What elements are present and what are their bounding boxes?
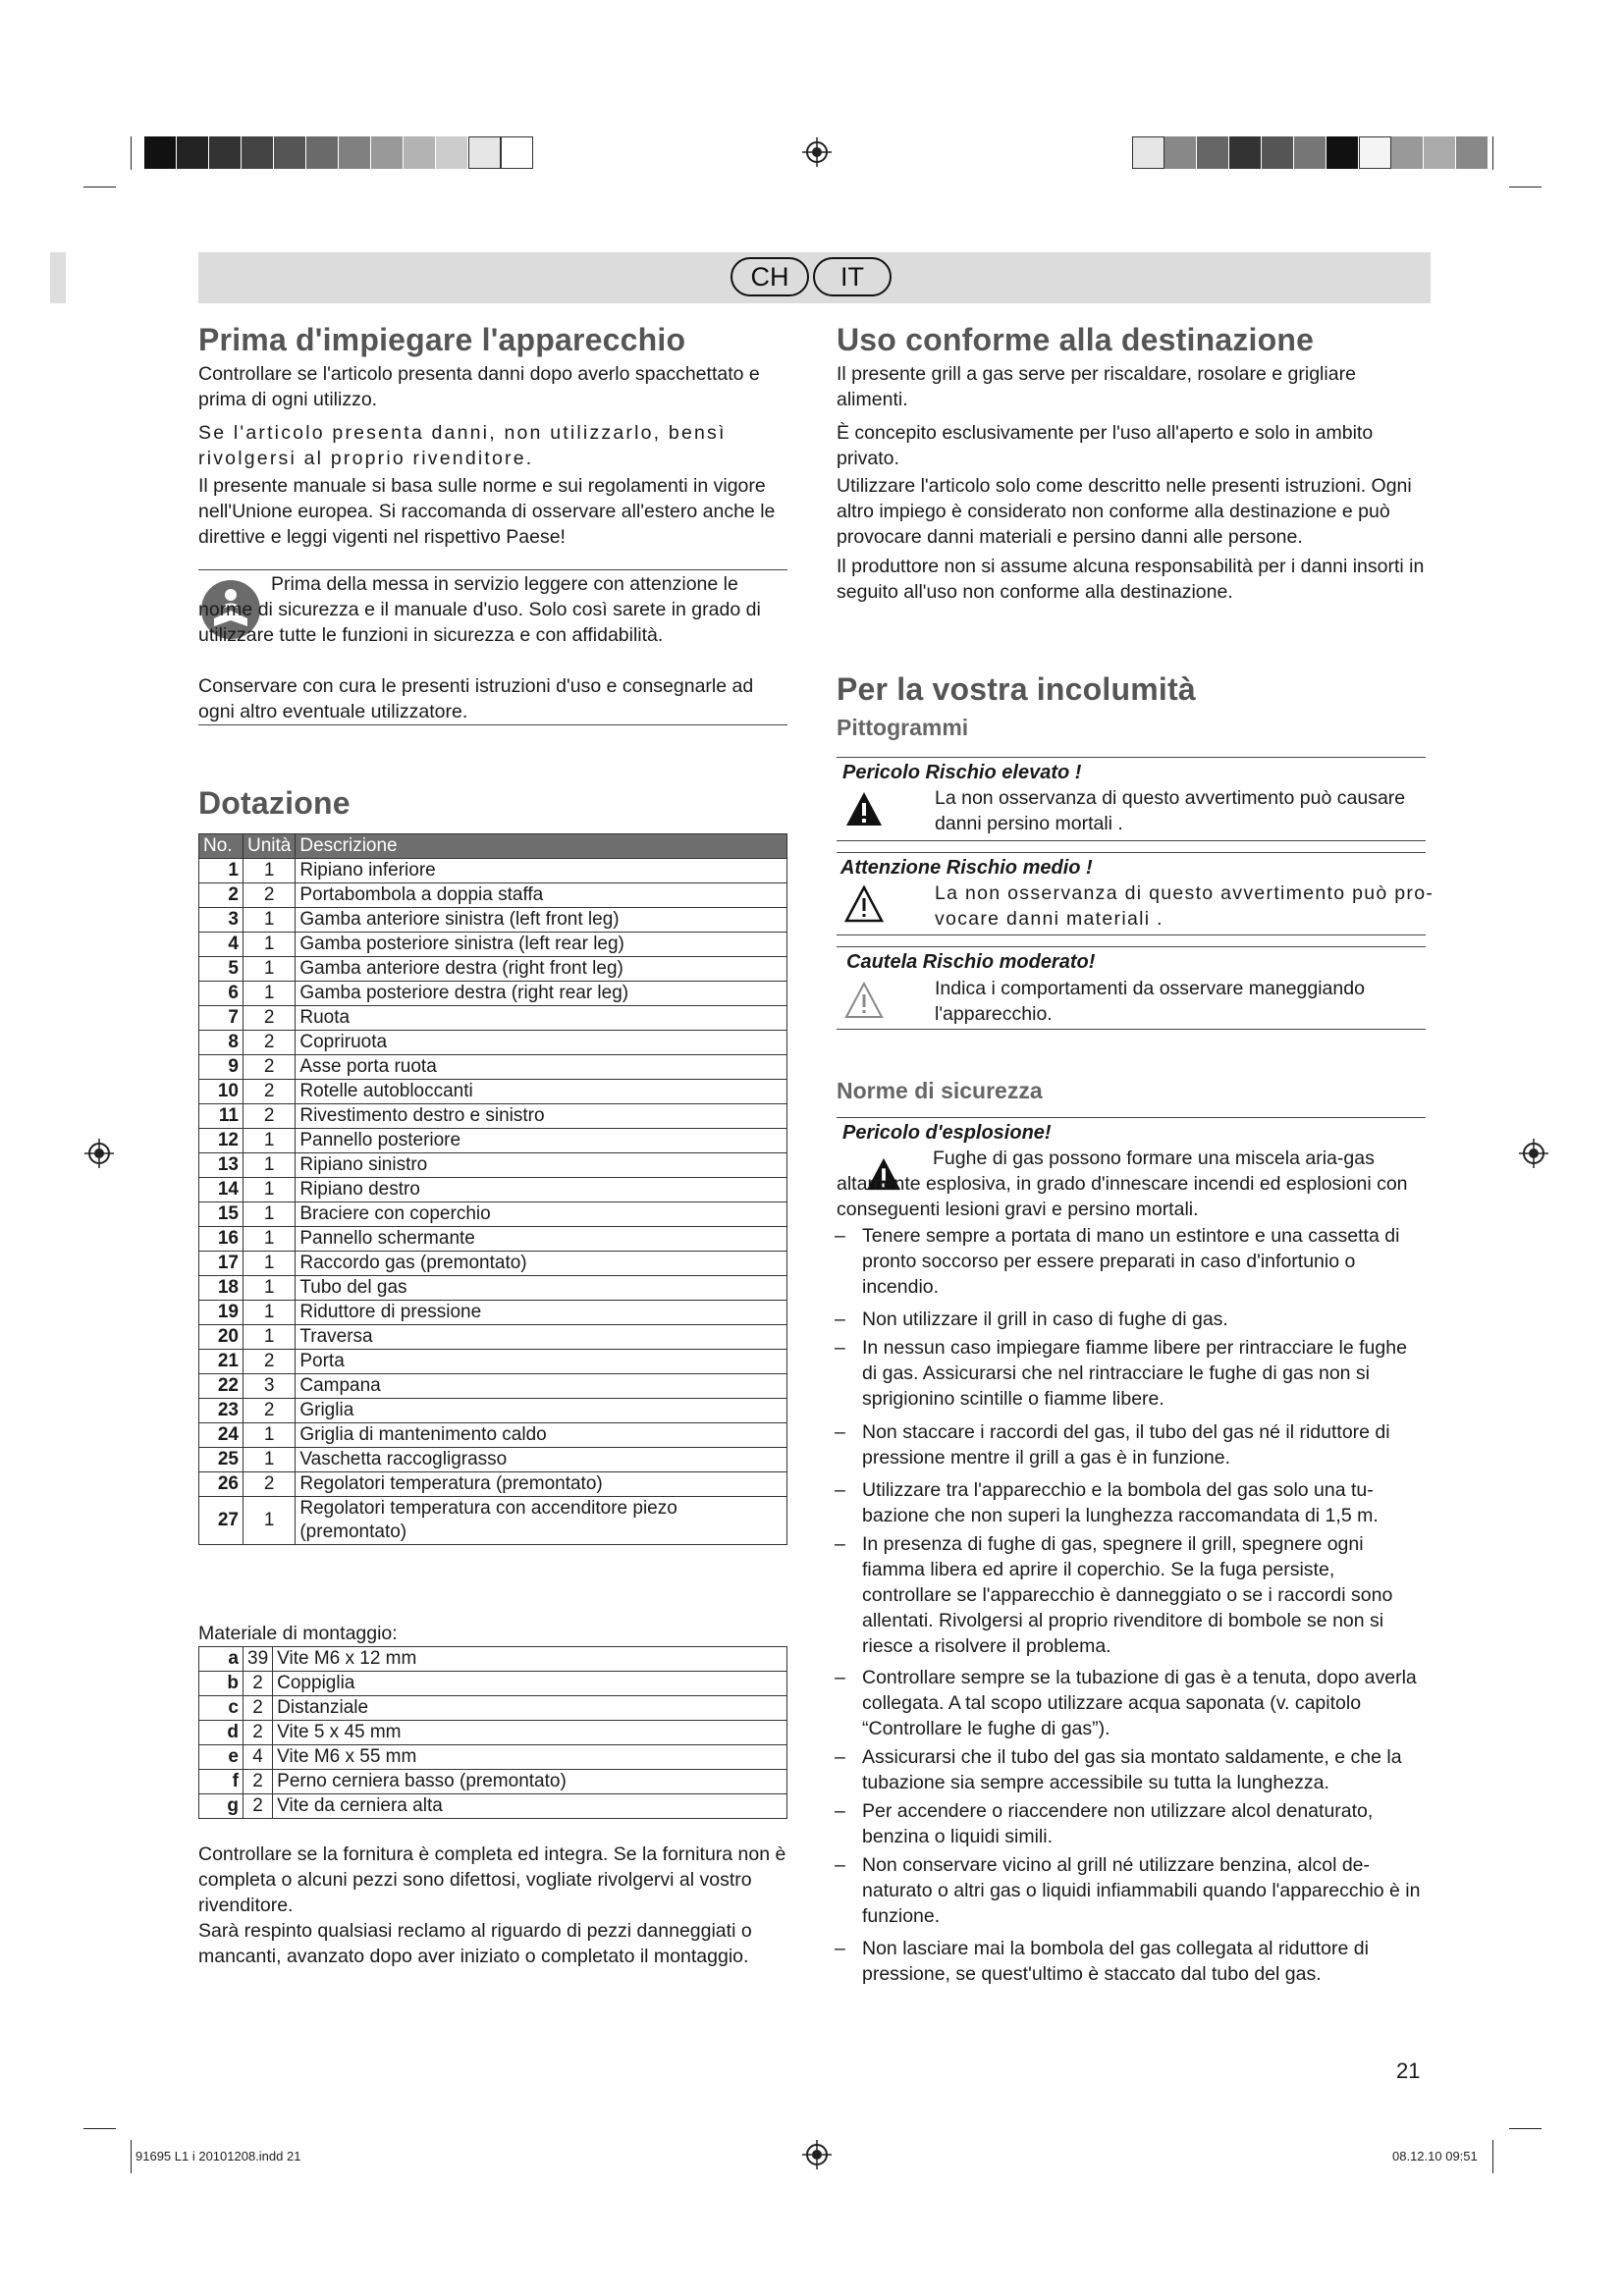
item-description: Griglia di mantenimento caldo <box>296 1423 787 1448</box>
item-quantity: 1 <box>244 957 296 982</box>
item-number: 8 <box>199 1031 244 1055</box>
item-number: g <box>199 1794 244 1819</box>
registration-mark-bottom <box>802 2140 832 2169</box>
notice-read-manual: Prima della messa in servizio leggere con attenzione le norme di sicurezza e il manuale d'uso. Solo così sarete in grado di utilizzare tutte le funzioni in sicurezza e con affidabilità. <box>198 573 761 646</box>
item-number: 16 <box>199 1227 244 1252</box>
item-quantity: 2 <box>244 1770 273 1794</box>
parts-table-row <box>199 1202 787 1227</box>
bullet-dash: – <box>835 1854 845 1876</box>
header-unit: Unità <box>244 834 296 859</box>
item-number: 9 <box>199 1055 244 1080</box>
item-description: Copriruota <box>296 1031 787 1055</box>
item-quantity: 2 <box>244 1696 273 1721</box>
subtitle-safety-norms: Norme di sicurezza <box>837 1078 1043 1103</box>
section-title-intended-use: Uso conforme alla destinazione <box>837 322 1315 357</box>
header-desc: Descrizione <box>296 834 787 859</box>
warning-title-medium: Attenzione Rischio medio ! <box>840 857 1093 879</box>
item-description: Ruota <box>296 1006 787 1031</box>
parts-table-row <box>199 1055 787 1080</box>
bullet-dash: – <box>835 1337 845 1359</box>
notice-keep-manual: Conservare con cura le presenti istruzioni d'uso e consegnarle ad ogni altro eventuale utilizzatore. <box>198 675 754 722</box>
paragraph-liability: Il produttore non si assume alcuna responsabilità per i danni insorti in seguito all'uso non conforme alla destinazione. <box>837 556 1425 603</box>
item-description: Rivestimento destro e sinistro <box>296 1104 787 1129</box>
danger-triangle-icon <box>844 790 884 828</box>
parts-table <box>198 833 787 1545</box>
materials-label: Materiale di montaggio: <box>198 1623 398 1644</box>
bullet-dash: – <box>835 1308 845 1330</box>
parts-table-row <box>199 859 787 883</box>
item-number: 4 <box>199 933 244 957</box>
registration-mark-right <box>1519 1139 1548 1168</box>
item-number: 7 <box>199 1006 244 1031</box>
parts-table-row <box>199 1129 787 1153</box>
item-description: Traversa <box>296 1325 787 1350</box>
bullet-dash: – <box>835 1479 845 1501</box>
parts-table-row <box>199 1472 787 1497</box>
item-number: 26 <box>199 1472 244 1497</box>
item-number: 18 <box>199 1276 244 1301</box>
bullet-text: Non staccare i raccordi del gas, il tubo del gas né il riduttore di pressione mentre il grill a gas è in funzione. <box>862 1421 1390 1468</box>
bullet-dash: – <box>835 1421 845 1443</box>
registration-mark-top <box>802 137 832 167</box>
item-quantity: 1 <box>244 933 296 957</box>
bullet-text: Tenere sempre a portata di mano un estintore e una cassetta di pronto soccorso per essere preparati in caso d'infortunio o incendio. <box>862 1225 1400 1298</box>
footer-file-info: 91695 L1 i 20101208.indd 21 <box>135 2149 301 2163</box>
item-number: 12 <box>199 1129 244 1153</box>
parts-table-row <box>199 1006 787 1031</box>
item-quantity: 2 <box>244 1794 273 1819</box>
item-description: Campana <box>296 1374 787 1399</box>
materials-table-row <box>199 1721 787 1745</box>
bullet-text: Non lasciare mai la bombola del gas collegata al riduttore di pressione, se quest'ultimo è staccato dal tubo del gas. <box>862 1938 1369 1985</box>
item-description: Perno cerniera basso (premontato) <box>273 1770 787 1794</box>
item-description: Asse porta ruota <box>296 1055 787 1080</box>
paragraph-damaged-article: Se l'articolo presenta danni, non utilizzarlo, bensì rivolgersi al proprio rivenditore. <box>198 422 727 469</box>
bullet-text: Non utilizzare il grill in caso di fughe di gas. <box>862 1308 1228 1330</box>
item-description: Ripiano sinistro <box>296 1153 787 1178</box>
item-number: e <box>199 1745 244 1770</box>
paragraph-claims: Sarà respinto qualsiasi reclamo al riguardo di pezzi danneggiati o mancanti, avanzato dopo aver iniziato o completato il montaggio. <box>198 1920 752 1967</box>
item-quantity: 1 <box>244 1227 296 1252</box>
item-description: Riduttore di pressione <box>296 1301 787 1325</box>
item-description: Gamba anteriore sinistra (left front leg) <box>296 908 787 933</box>
bullet-text: Per accendere o riaccendere non utilizzare alcol denaturato, benzina o liquidi simili. <box>862 1800 1374 1847</box>
bullet-text: Non conservare vicino al grill né utilizzare benzina, alcol denaturato o altri gas o liquidi infiammabili quando l'apparecchio è in funzione. <box>862 1854 1421 1927</box>
parts-table-row <box>199 957 787 982</box>
parts-table-row <box>199 1423 787 1448</box>
item-description: Raccordo gas (premontato) <box>296 1252 787 1276</box>
parts-table-row <box>199 982 787 1006</box>
item-quantity: 2 <box>244 1672 273 1696</box>
bullet-dash: – <box>835 1225 845 1247</box>
item-quantity: 1 <box>244 1497 296 1545</box>
item-number: 14 <box>199 1178 244 1202</box>
paragraph-eu-norms: Il presente manuale si basa sulle norme e sui regolamenti in vigore nell'Unione europea. Si raccomanda di osservare all'estero anche le direttive e leggi vigenti nel rispettivo Paese! <box>198 475 776 548</box>
item-description: Griglia <box>296 1399 787 1423</box>
warning-text-medium: La non osservanza di questo avvertimento può provocare danni materiali . <box>935 882 1433 930</box>
item-number: a <box>199 1647 244 1672</box>
parts-table-row <box>199 908 787 933</box>
item-quantity: 1 <box>244 1129 296 1153</box>
bullet-dash: – <box>835 1746 845 1768</box>
item-quantity: 1 <box>244 908 296 933</box>
bullet-dash: – <box>835 1800 845 1822</box>
item-description: Pannello posteriore <box>296 1129 787 1153</box>
materials-table-row <box>199 1672 787 1696</box>
item-number: f <box>199 1770 244 1794</box>
item-description: Distanziale <box>273 1696 787 1721</box>
materials-table-row <box>199 1794 787 1819</box>
materials-table-row <box>199 1770 787 1794</box>
item-number: 1 <box>199 859 244 883</box>
color-calibration-bar-left <box>144 136 533 169</box>
parts-table-row <box>199 1080 787 1104</box>
item-description: Gamba posteriore destra (right rear leg) <box>296 982 787 1006</box>
item-number: 27 <box>199 1497 244 1545</box>
item-number: 22 <box>199 1374 244 1399</box>
parts-table-row <box>199 1350 787 1374</box>
item-quantity: 1 <box>244 1276 296 1301</box>
item-description: Regolatori temperatura (premontato) <box>296 1472 787 1497</box>
item-description: Vite 5 x 45 mm <box>273 1721 787 1745</box>
registration-mark-left <box>84 1139 114 1168</box>
item-quantity: 1 <box>244 1301 296 1325</box>
item-quantity: 1 <box>244 982 296 1006</box>
item-number: 24 <box>199 1423 244 1448</box>
warning-text-moderate: Indica i comportamenti da osservare maneggiando l'apparecchio. <box>935 978 1365 1025</box>
item-description: Gamba anteriore destra (right front leg) <box>296 957 787 982</box>
item-quantity: 2 <box>244 1104 296 1129</box>
item-quantity: 39 <box>244 1647 273 1672</box>
footer-timestamp: 08.12.10 09:51 <box>1392 2149 1478 2163</box>
item-number: 23 <box>199 1399 244 1423</box>
parts-table-row <box>199 1497 787 1545</box>
item-description: Portabombola a doppia staffa <box>296 883 787 908</box>
item-number: d <box>199 1721 244 1745</box>
item-number: 11 <box>199 1104 244 1129</box>
item-description: Pannello schermante <box>296 1227 787 1252</box>
materials-table-row <box>199 1696 787 1721</box>
item-description: Vaschetta raccogligrasso <box>296 1448 787 1472</box>
subtitle-pictograms: Pittogrammi <box>837 715 969 740</box>
paragraph-check-delivery: Controllare se la fornitura è completa ed integra. Se la fornitura non è completa o alcuni pezzi sono difettosi, vogliate rivolgervi al vostro rivenditore. <box>198 1843 786 1916</box>
parts-table-row <box>199 1153 787 1178</box>
item-quantity: 2 <box>244 1721 273 1745</box>
item-quantity: 1 <box>244 1423 296 1448</box>
materials-table-row <box>199 1745 787 1770</box>
parts-table-row <box>199 1325 787 1350</box>
warning-title-high: Pericolo Rischio elevato ! <box>842 762 1082 783</box>
item-quantity: 1 <box>244 1202 296 1227</box>
caution-triangle-icon <box>844 982 884 1019</box>
parts-table-row <box>199 1448 787 1472</box>
parts-table-row <box>199 1276 787 1301</box>
materials-table <box>198 1646 787 1819</box>
bullet-text: Utilizzare tra l'apparecchio e la bombola del gas solo una tubazione che non superi la lunghezza raccomandata di 1,5 m. <box>862 1479 1379 1526</box>
item-quantity: 1 <box>244 1325 296 1350</box>
item-quantity: 2 <box>244 1006 296 1031</box>
section-title-before-use: Prima d'impiegare l'apparecchio <box>198 322 686 357</box>
item-number: 25 <box>199 1448 244 1472</box>
item-quantity: 1 <box>244 1252 296 1276</box>
bullet-text: In presenza di fughe di gas, spegnere il grill, spegnere ogni fiamma libera ed aprire il coperchio. Se la fuga persiste, controllare se l'apparecchio è danneggiato o se i raccordi sono allentati. Rivolgersi al proprio rivenditore di bombole se non si riesce a risolvere il problema. <box>862 1533 1393 1657</box>
item-number: c <box>199 1696 244 1721</box>
warning-text-high: La non osservanza di questo avvertimento può causare danni persino mortali . <box>935 787 1406 834</box>
parts-table-row <box>199 1178 787 1202</box>
item-quantity: 2 <box>244 1031 296 1055</box>
item-number: 2 <box>199 883 244 908</box>
item-number: 3 <box>199 908 244 933</box>
header-no: No. <box>199 834 244 859</box>
item-number: 19 <box>199 1301 244 1325</box>
item-quantity: 2 <box>244 1472 296 1497</box>
item-number: 20 <box>199 1325 244 1350</box>
color-calibration-bar-right <box>1132 136 1489 169</box>
explosion-warning-title: Pericolo d'esplosione! <box>842 1122 1052 1144</box>
parts-table-row <box>199 1104 787 1129</box>
parts-table-row <box>199 1374 787 1399</box>
item-quantity: 1 <box>244 1178 296 1202</box>
item-number: 21 <box>199 1350 244 1374</box>
parts-table-row <box>199 1227 787 1252</box>
item-quantity: 2 <box>244 883 296 908</box>
lang-badge-it: IT <box>813 257 892 296</box>
materials-table-row <box>199 1647 787 1672</box>
warning-title-moderate: Cautela Rischio moderato! <box>846 951 1096 973</box>
explosion-warning-text: Fughe di gas possono formare una miscela aria-gas altamente esplosiva, in grado d'innescare incendi ed esplosioni con conseguenti lesioni gravi e persino mortali. <box>837 1148 1408 1220</box>
paragraph-grill-purpose: Il presente grill a gas serve per riscaldare, rosolare e grigliare alimenti. <box>837 363 1356 410</box>
item-number: 17 <box>199 1252 244 1276</box>
section-title-contents: Dotazione <box>198 785 351 821</box>
item-quantity: 2 <box>244 1350 296 1374</box>
parts-table-row <box>199 933 787 957</box>
item-description: Coppiglia <box>273 1672 787 1696</box>
paragraph-outdoor-use: È concepito esclusivamente per l'uso all'aperto e solo in ambito privato. <box>837 422 1374 469</box>
parts-table-row <box>199 1031 787 1055</box>
section-title-safety: Per la vostra incolumità <box>837 671 1196 707</box>
item-number: 15 <box>199 1202 244 1227</box>
lang-badge-ch: CH <box>731 257 809 296</box>
item-description: Porta <box>296 1350 787 1374</box>
item-quantity: 2 <box>244 1055 296 1080</box>
bullet-text: In nessun caso impiegare fiamme libere per rintracciare le fughe di gas. Assicurarsi che nel rintracciare le fughe di gas non si sprigionino scintille o fiamme libere. <box>862 1337 1407 1410</box>
item-number: 13 <box>199 1153 244 1178</box>
paragraph-check-damage: Controllare se l'articolo presenta danni dopo averlo spacchettato e prima di ogni utilizzo. <box>198 363 760 410</box>
item-number: 10 <box>199 1080 244 1104</box>
bullet-dash: – <box>835 1938 845 1959</box>
bullet-dash: – <box>835 1533 845 1555</box>
warning-triangle-outline-icon <box>844 885 884 923</box>
parts-table-row <box>199 1399 787 1423</box>
page-number: 21 <box>1396 2058 1421 2083</box>
item-quantity: 3 <box>244 1374 296 1399</box>
bullet-dash: – <box>835 1667 845 1688</box>
parts-table-row <box>199 883 787 908</box>
item-description: Rotelle autobloccanti <box>296 1080 787 1104</box>
parts-table-header <box>199 834 787 859</box>
item-description: Vite da cerniera alta <box>273 1794 787 1819</box>
item-number: b <box>199 1672 244 1696</box>
parts-table-row <box>199 1301 787 1325</box>
item-description: Tubo del gas <box>296 1276 787 1301</box>
item-quantity: 4 <box>244 1745 273 1770</box>
item-description: Ripiano inferiore <box>296 859 787 883</box>
item-description: Regolatori temperatura con accenditore piezo (premontato) <box>296 1497 787 1545</box>
bullet-text: Assicurarsi che il tubo del gas sia montato saldamente, e che la tubazione sia sempre accessibile su tutta la lunghezza. <box>862 1746 1402 1793</box>
item-description: Gamba posteriore sinistra (left rear leg) <box>296 933 787 957</box>
item-description: Vite M6 x 12 mm <box>273 1647 787 1672</box>
item-quantity: 2 <box>244 1399 296 1423</box>
parts-table-row <box>199 1252 787 1276</box>
item-description: Vite M6 x 55 mm <box>273 1745 787 1770</box>
item-description: Braciere con coperchio <box>296 1202 787 1227</box>
item-description: Ripiano destro <box>296 1178 787 1202</box>
bullet-text: Controllare sempre se la tubazione di gas è a tenuta, dopo averla collegata. A tal scopo utilizzare acqua saponata (v. capitolo “Controllare le fughe di gas”). <box>862 1667 1417 1739</box>
paragraph-use-as-described: Utilizzare l'articolo solo come descritto nelle presenti istruzioni. Ogni altro impiego è considerato non conforme alla destinazione e può provocare danni materiali e persino danni alle persone. <box>837 475 1412 548</box>
item-quantity: 1 <box>244 1448 296 1472</box>
item-number: 5 <box>199 957 244 982</box>
item-quantity: 1 <box>244 1153 296 1178</box>
item-quantity: 2 <box>244 1080 296 1104</box>
item-quantity: 1 <box>244 859 296 883</box>
item-number: 6 <box>199 982 244 1006</box>
